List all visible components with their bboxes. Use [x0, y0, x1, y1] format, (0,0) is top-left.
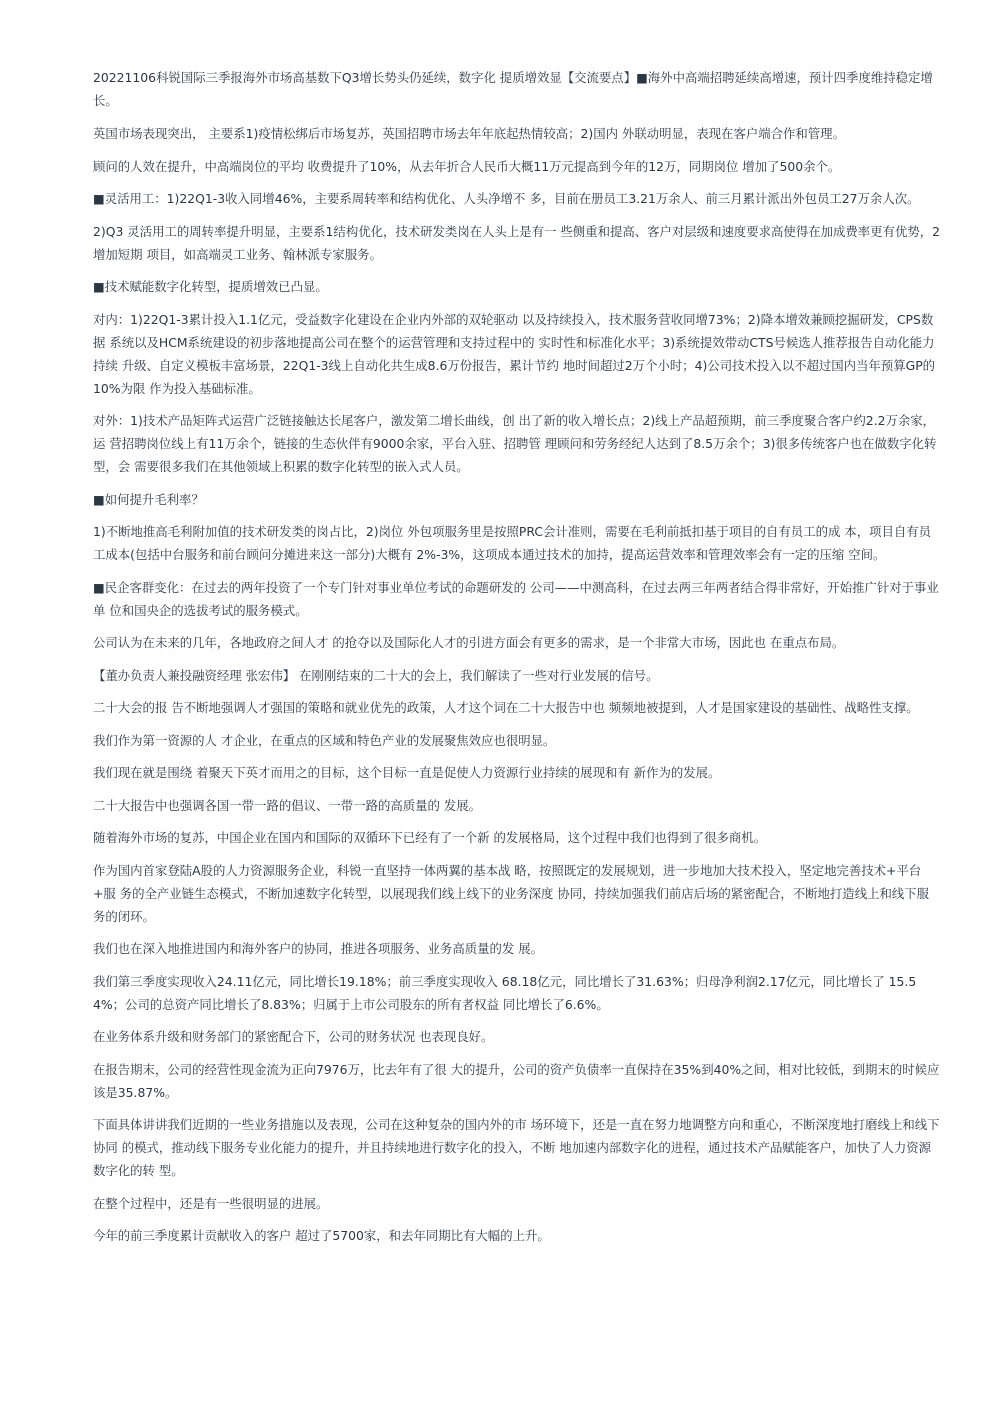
paragraph-speaker-intro: 【董办负责人兼投融资经理 张宏伟】 在刚刚结束的二十大的会上，我们解读了一些对行业发展的信号。	[93, 667, 659, 683]
paragraph-belt-road: 二十大报告中也强调各国一带一路的倡议、一带一路的高质量的 发展。	[93, 797, 482, 813]
paragraph-future-demand: 公司认为在未来的几年，各地政府之间人才 的抢夺以及国际化人才的引进方面会有更多的需求，是一个非常大市场，因此也 在重点布局。	[93, 635, 845, 650]
paragraph-internal-digital: 对内：1)22Q1-3累计投入1.1亿元，受益数字化建设在企业内外部的双轮驱动 以及持续投入，技术服务营收同增73%；2)降本增效兼顾挖掘研发，CPS数据 系统以及HCM系统建设的初步落地提高公司在整个的运营管理和支持过程中的 实时性和标准化水平；3)系统提效带动CTS号候选人推荐报告自动化能力持续 升级、自定义模板丰富场景，22Q1-3线上自动化共生成8.6万份报告，累计节约 地时间超过2万个小时；4)公司技术投入以不超过国内当年预算GP的10%为限 作为投入基础标准。	[93, 311, 936, 396]
paragraph-overseas-recovery: 随着海外市场的复苏，中国企业在国内和国际的双循环下已经有了一个新 的发展格局，这个过程中我们也得到了很多商机。	[93, 830, 767, 845]
paragraph-talent-goal: 我们现在就是围绕 着聚天下英才而用之的目标，这个目标一直是促使人力资源行业持续的展现和有 新作为的发展。	[93, 765, 721, 780]
section-heading-gross-margin: ■如何提升毛利率？	[93, 491, 204, 507]
document-title-paragraph: 20221106科锐国际三季报海外市场高基数下Q3增长势头仍延续，数字化 提质增效显【交流要点】■海外中高端招聘延续高增速，预计四季度维持稳定增长。	[93, 70, 933, 108]
paragraph-business-measures: 下面具体讲讲我们近期的一些业务措施以及表现，公司在这种复杂的国内外的市 场环境下，还是一直在努力地调整方向和重心，不断深度地打磨线上和线下协同 的模式，推动线下服务专业化能力的提升，并且持续地进行数字化的投入，不断 地加速内部数字化的进程，通过技术产品赋能客户，加快了人力资源数字化的转 型。	[93, 1117, 940, 1178]
paragraph-first-resource: 我们作为第一资源的人 才企业，在重点的区域和特色产业的发展聚焦效应也很明显。	[93, 732, 556, 748]
paragraph-q3-turnover: 2)Q3 灵活用工的周转率提升明显，主要系1结构优化，技术研发类岗在人头上是有一 些侧重和提高、客户对层级和速度要求高使得在加成费率更有优势，2增加短期 项目，如高端灵工业务、翰林派专家服务。	[93, 223, 940, 262]
paragraph-cash-flow: 在报告期末，公司的经营性现金流为正向7976万，比去年有了很 大的提升，公司的资产负债率一直保持在35%到40%之间，相对比较低，到期末的时候应该是35.87%。	[93, 1061, 940, 1100]
paragraph-consultant-efficiency: 顾问的人效在提升，中高端岗位的平均 收费提升了10%，从去年折合人民币大概11万元提高到今年的12万，同期岗位 增加了500余个。	[93, 158, 841, 174]
section-heading-digital: ■技术赋能数字化转型，提质增效已凸显。	[93, 279, 328, 294]
paragraph-external-digital: 对外：1)技术产品矩阵式运营广泛链接触达长尾客户，激发第二增长曲线，创 出了新的收入增长点；2)线上产品超预期，前三季度聚合客户约2.2万余家，运 营招聘岗位线上有11万余个，链接的生态伙伴有9000余家，平台入驻、招聘管 理顾问和劳务经纪人达到了8.5万余个；3)很多传统客户也在做数字化转型，会 需要很多我们在其他领域上积累的数字化转型的嵌入式人员。	[93, 413, 937, 474]
paragraph-uk-market: 英国市场表现突出， 主要系1)疫情松绑后市场复苏，英国招聘市场去年年底起热情较高；2)国内 外联动明显，表现在客户端合作和管理。	[93, 126, 845, 141]
paragraph-flexible-staffing: ■灵活用工：1)22Q1-3收入同增46%，主要系周转率和结构优化、人头净增不 多，目前在册员工3.21万余人、前三月累计派出外包员工27万余人次。	[93, 191, 920, 206]
paragraph-congress-report: 二十大会的报 告不断地强调人才强国的策略和就业优先的政策，人才这个词在二十大报告中也 频频地被提到，人才是国家建设的基础性、战略性支撑。	[93, 700, 919, 715]
paragraph-company-strategy: 作为国内首家登陆A股的人力资源服务企业，科锐一直坚持一体两翼的基本战 略，按照既定的发展规划，进一步地加大技术投入，坚定地完善技术+平台+服 务的全产业链生态模式，不断加速数字化转型，以展现我们线上线下的业务深度 协同，持续加强我们前店后场的紧密配合，不断地打造线上和线下服务的闭环。	[93, 862, 930, 924]
paragraph-client-synergy: 我们也在深入地推进国内和海外客户的协同，推进各项服务、业务高质量的发 展。	[93, 941, 544, 956]
paragraph-client-count: 今年的前三季度累计贡献收入的客户 超过了5700家，和去年同期比有大幅的上升。	[93, 1228, 550, 1243]
paragraph-q3-results: 我们第三季度实现收入24.11亿元，同比增长19.18%；前三季度实现收入 68.18亿元，同比增长了31.63%；归母净利润2.17亿元，同比增长了 15.54%；公司的总资产同比增长了8.83%；归属于上市公司股东的所有者权益 同比增长了6.6%。	[93, 973, 917, 1012]
paragraph-finance-status: 在业务体系升级和财务部门的紧密配合下，公司的财务状况 也表现良好。	[93, 1029, 494, 1044]
paragraph-private-clients: ■民企客群变化：在过去的两年投资了一个专门针对事业单位考试的命题研发的 公司——中测高科，在过去两三年两者结合得非常好，开始推广针对于事业单 位和国央企的选拔考试的服务模式。	[93, 579, 939, 618]
paragraph-gross-margin: 1)不断地推高毛利附加值的技术研发类的岗占比，2)岗位 外包项服务里是按照PRC会计准则，需要在毛利前抵扣基于项目的自有员工的成 本，项目自有员工成本(包括中台服务和前台顾问分摊进来这一部分)大概有 2%-3%，这项成本通过技术的加持，提高运营效率和管理效率会有一定的压缩 空间。	[93, 524, 932, 562]
paragraph-progress: 在整个过程中，还是有一些很明显的进展。	[93, 1195, 329, 1211]
